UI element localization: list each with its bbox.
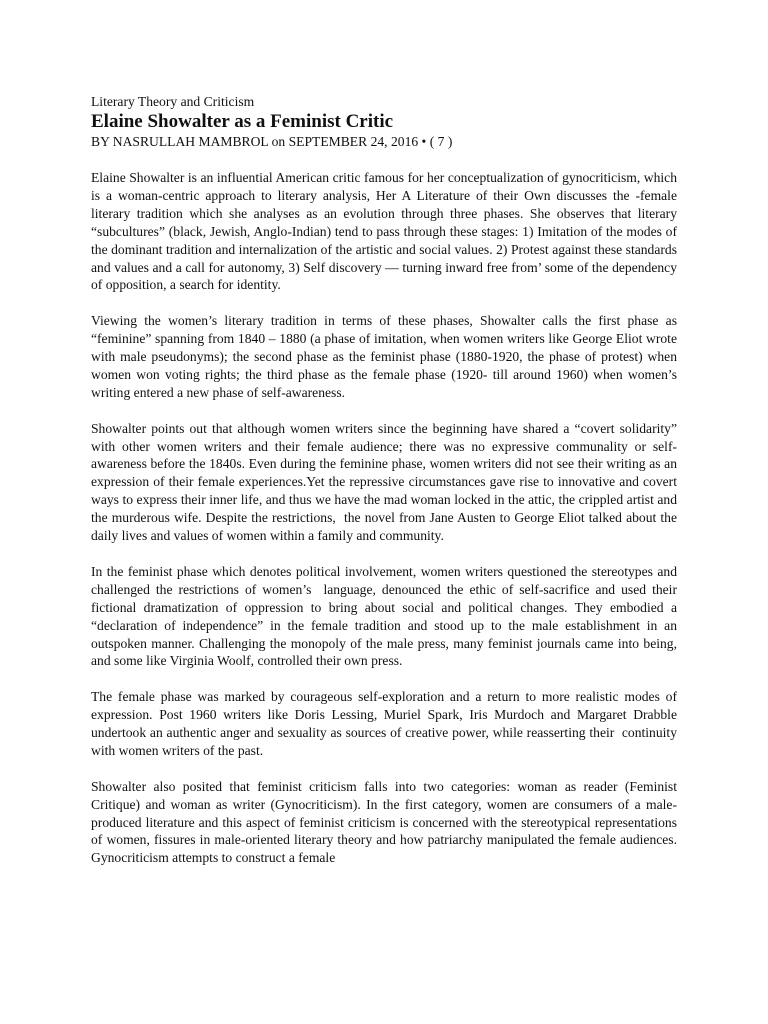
article-byline: BY NASRULLAH MAMBROL on SEPTEMBER 24, 2016 • ( 7 ) xyxy=(91,134,453,149)
article-category: Literary Theory and Criticism xyxy=(91,94,255,109)
paragraph-6: Showalter also posited that feminist criticism falls into two categories: woman as reader (Feminist Critique) and woman as writer (Gynocriticism). In the first category, women are consumers of a male-produced literature and this aspect of feminist criticism is concerned with the stereotypical representations of women, fissures in male-oriented literary theory and how patriarchy manipulated the female audiences. Gynocriticism attempts to construct a female xyxy=(91,778,681,866)
paragraph-2: Viewing the women’s literary tradition in terms of these phases, Showalter calls the first phase as “feminine” spanning from 1840 – 1880 (a phase of imitation, when women writers like George Eliot wrote with male pseudonyms); the second phase as the feminist phase (1880-1920, the phase of protest) when women won voting rights; the third phase as the female phase (1920- till around 1960) when women’s writing entered a new phase of self-awareness. xyxy=(91,313,684,400)
paragraph-4: In the feminist phase which denotes political involvement, women writers questioned the stereotypes and challenged the restrictions of women’s language, denounced the ethic of self-sacrifice and used their fictional dramatization of oppression to bring about social and political changes. They embodied a “declaration of independence” in the female tradition and stood up to the male establishment in an outspoken manner. Challenging the monopoly of the male press, many feminist journals came into being, and some like Virginia Woolf, controlled their own press. xyxy=(91,563,681,669)
document-page xyxy=(91,93,684,867)
paragraph-1: Elaine Showalter is an influential American critic famous for her conceptualization of gynocriticism, which is a woman-centric approach to literary analysis, Her A Literature of their Own discusses the -female literary tradition which she analyses as an evolution through three phases. She observes that literary “subcultures” (black, Jewish, Anglo-Indian) tend to pass through these stages: 1) Imitation of the modes of the dominant tradition and internalization of the artistic and social values. 2) Protest against these standards and values and a call for autonomy, 3) Self discovery — turning inward free from’ some of the dependency of opposition, a search for identity. xyxy=(91,170,681,293)
paragraph-3: Showalter points out that although women writers since the beginning have shared a “covert solidarity” with other women writers and their female audience; there was no expressive communality or self-awareness before the 1840s. Even during the feminine phase, women writers did not see their writing as an expression of their female experiences.Yet the repressive circumstances gave rise to innovative and covert ways to express their inner life, and thus we have the mad woman locked in the attic, the crippled artist and the murderous wife. Despite the restrictions, the novel from Jane Austen to George Eliot talked about the daily lives and values of women within a family and community. xyxy=(91,420,681,544)
article-title: Elaine Showalter as a Feminist Critic xyxy=(91,111,394,132)
paragraph-5: The female phase was marked by courageous self-exploration and a return to more realistic modes of expression. Post 1960 writers like Doris Lessing, Muriel Spark, Iris Murdoch and Margaret Drabble undertook an authentic anger and sexuality as sources of creative power, while reasserting their continuity with women writers of the past. xyxy=(91,689,681,758)
